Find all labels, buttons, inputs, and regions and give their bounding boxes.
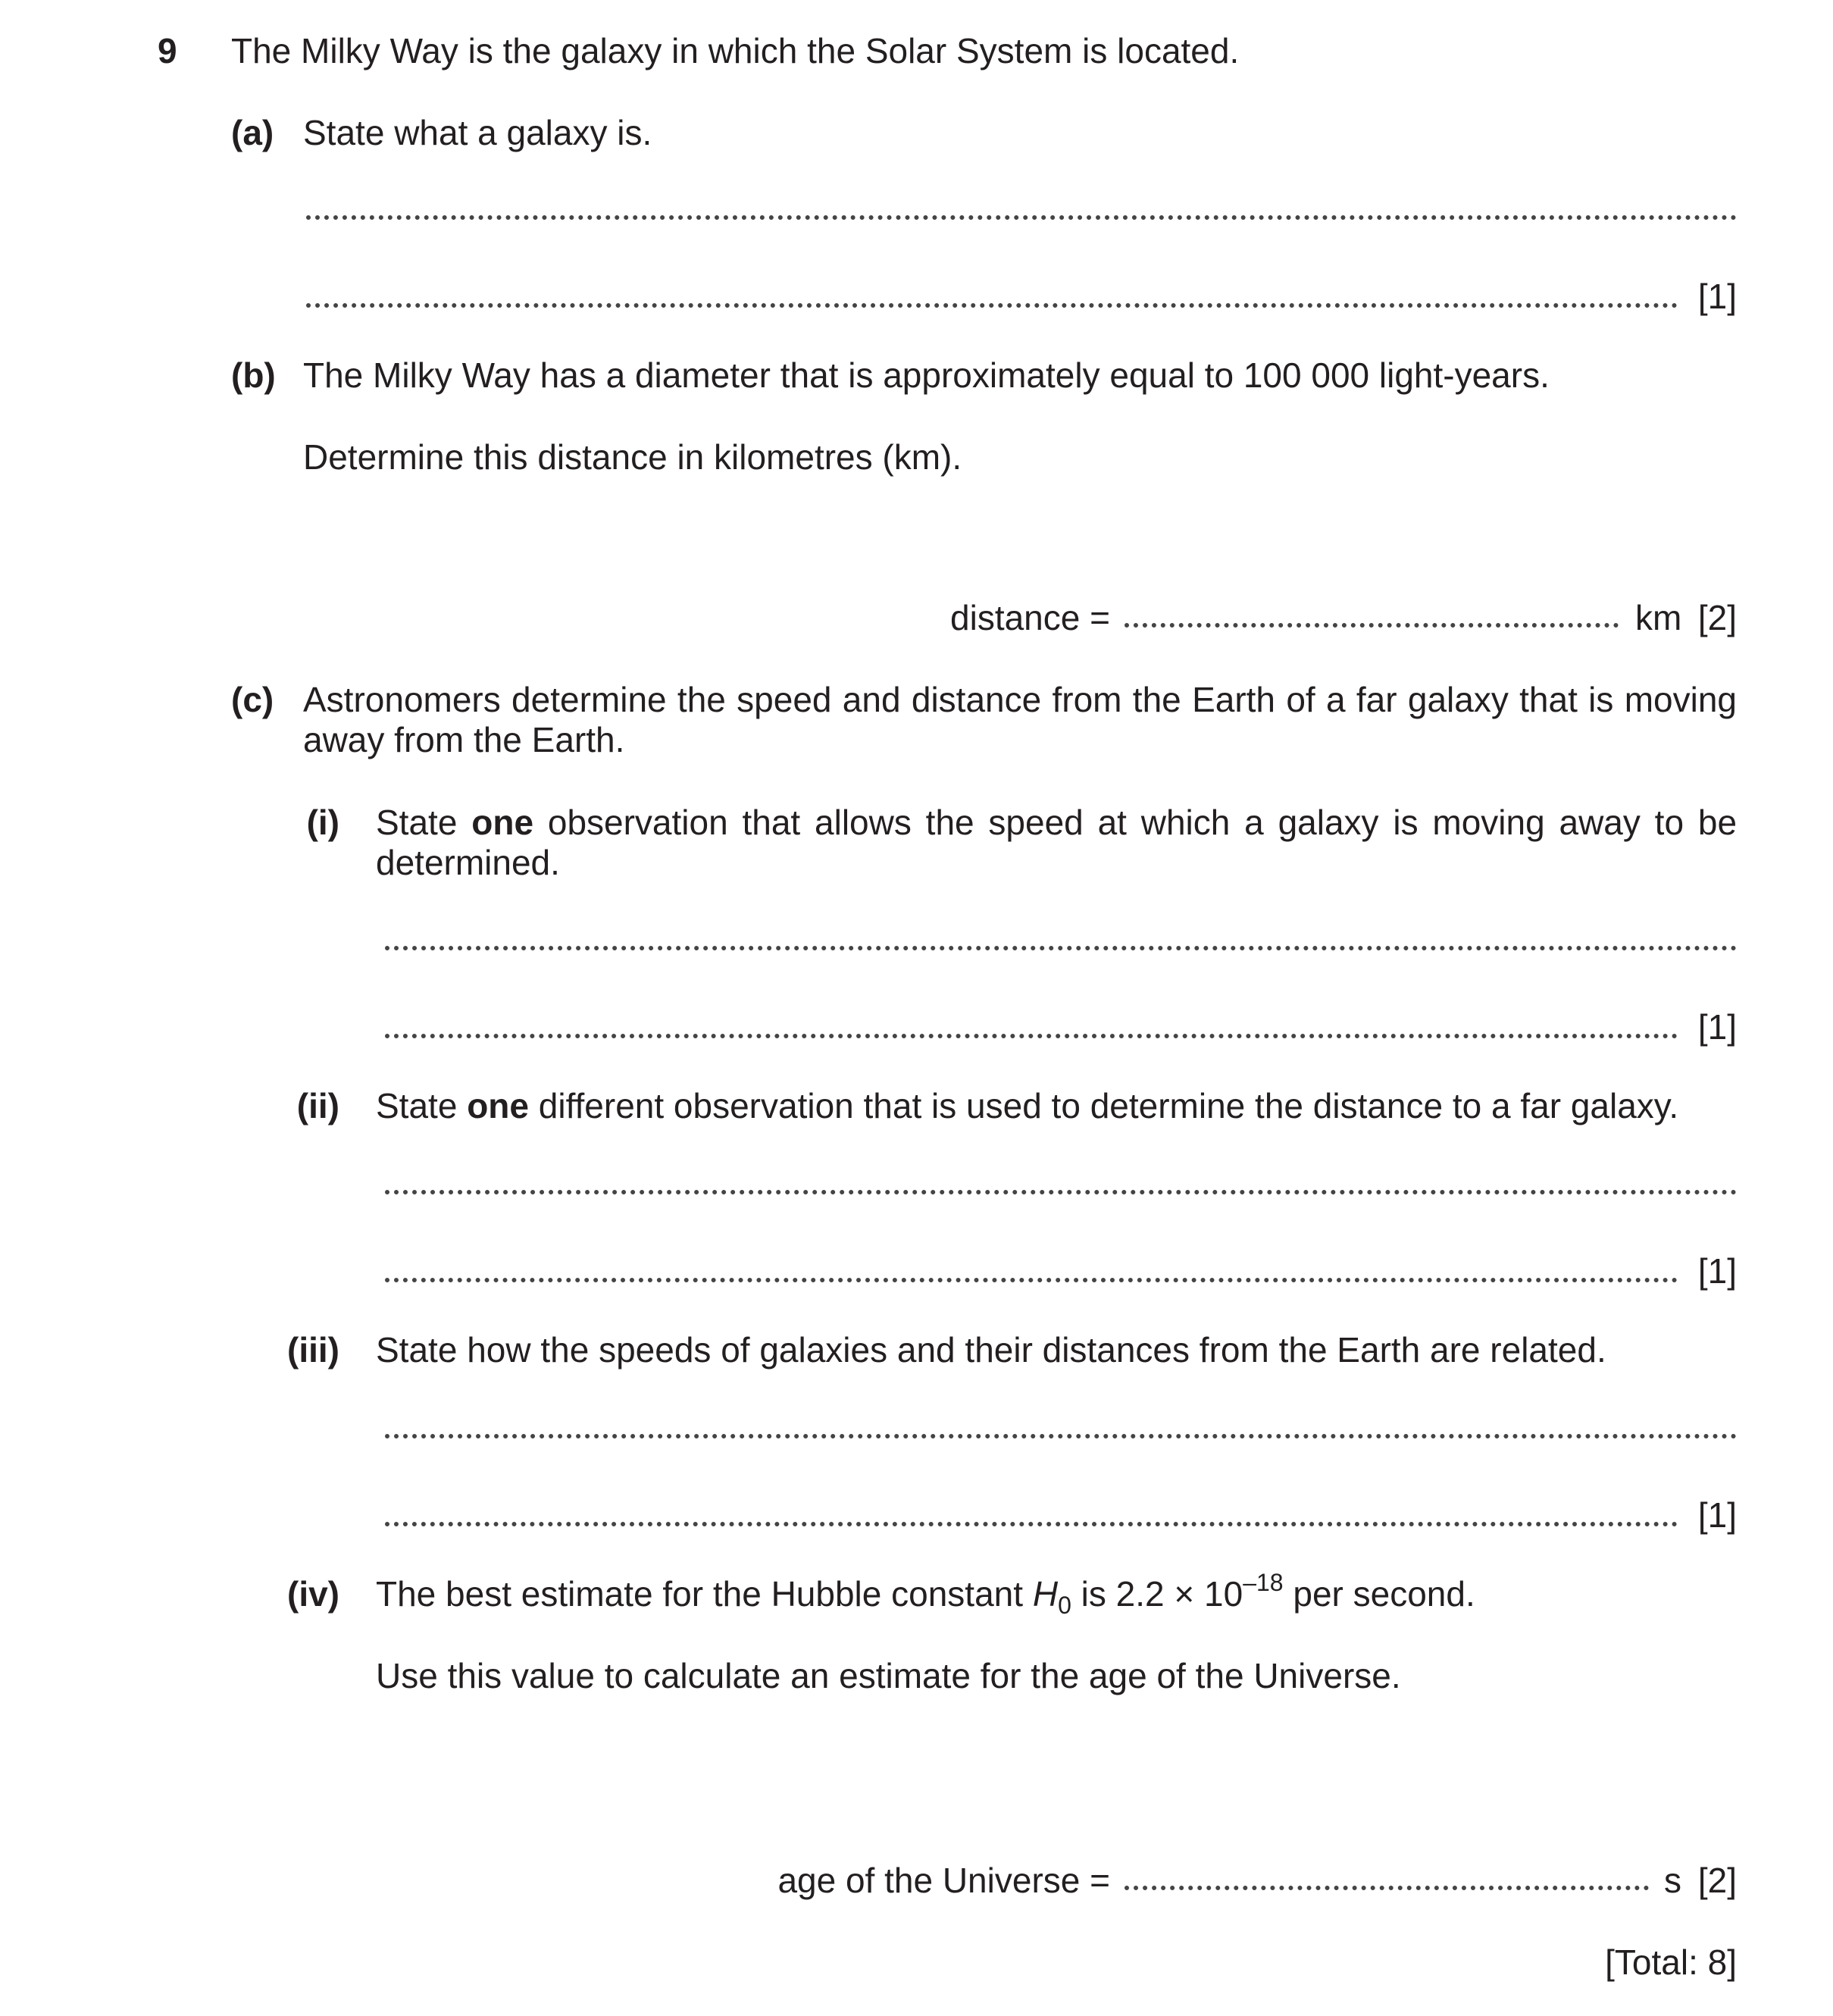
part-c-iii-marks: [1] [1697, 1495, 1737, 1535]
question-number: 9 [158, 31, 177, 70]
part-c-iii-answer-line-1[interactable] [385, 1434, 1737, 1438]
part-b-label: (b) [231, 355, 276, 395]
part-c-i-text-line-2: determined. [376, 843, 560, 882]
part-c-iv-unit: s [1664, 1861, 1681, 1900]
question-stem: The Milky Way is the galaxy in which the Solar System is located. [231, 31, 1240, 70]
part-c-iii-answer-line-2[interactable] [385, 1522, 1678, 1526]
part-c-ii-label: (ii) [296, 1086, 339, 1125]
part-b-answer-prefix: distance = [950, 598, 1110, 637]
part-c-iv-marks: [2] [1697, 1861, 1737, 1900]
part-c-iv-text: The best estimate for the Hubble constant $H_0$ is $2.2 \times 10^{-18}$ per second. [376, 1569, 1475, 1619]
hubble-symbol: H [1032, 1574, 1059, 1614]
part-c-i-answer-line-2[interactable] [385, 1034, 1678, 1038]
part-c-i-label: (i) [306, 803, 339, 842]
emphasis-one: one [471, 803, 534, 842]
part-c-iv-answer-line[interactable] [1125, 1886, 1649, 1890]
part-a-text: State what a galaxy is. [303, 113, 652, 152]
part-c-ii-answer-line-2[interactable] [385, 1278, 1678, 1282]
part-c-ii-text: State one different observation that is used to determine the distance to a far galaxy. [376, 1086, 1679, 1125]
part-c-i-answer-line-1[interactable] [385, 946, 1737, 950]
emphasis-one: one [467, 1086, 529, 1125]
part-a-answer-line-2[interactable] [306, 303, 1678, 308]
hubble-subscript: 0 [1058, 1592, 1071, 1619]
part-c-text-line-1: Astronomers determine the speed and distance from the Earth of a far galaxy that is moving [303, 680, 1737, 719]
part-c-iv-label: (iv) [287, 1574, 339, 1614]
part-a-answer-line-1[interactable] [306, 215, 1737, 220]
part-c-iii-label: (iii) [287, 1330, 339, 1370]
part-c-ii-answer-line-1[interactable] [385, 1190, 1737, 1194]
part-c-iv-answer-prefix: age of the Universe = [777, 1861, 1110, 1900]
part-a-label: (a) [231, 113, 274, 152]
part-c-i-text-line-1: State one observation that allows the speed at which a galaxy is moving away to be [376, 803, 1738, 842]
part-b-text: The Milky Way has a diameter that is approximately equal to 100 000 light-years. [303, 355, 1550, 395]
part-c-label: (c) [231, 680, 274, 719]
part-b-unit: km [1635, 598, 1682, 637]
part-b-answer-line[interactable] [1125, 623, 1619, 628]
part-c-iv-instruction: Use this value to calculate an estimate for the age of the Universe. [376, 1656, 1401, 1695]
part-c-text-line-2: away from the Earth. [303, 720, 625, 759]
part-c-ii-marks: [1] [1697, 1251, 1737, 1291]
part-b-instruction: Determine this distance in kilometres (km). [303, 437, 962, 477]
exponent: –18 [1243, 1569, 1284, 1596]
total-marks: [Total: 8] [1605, 1942, 1737, 1982]
part-c-iii-text: State how the speeds of galaxies and their distances from the Earth are related. [376, 1330, 1606, 1370]
part-c-i-marks: [1] [1697, 1007, 1737, 1047]
part-a-marks: [1] [1697, 277, 1737, 316]
part-b-marks: [2] [1697, 598, 1737, 637]
